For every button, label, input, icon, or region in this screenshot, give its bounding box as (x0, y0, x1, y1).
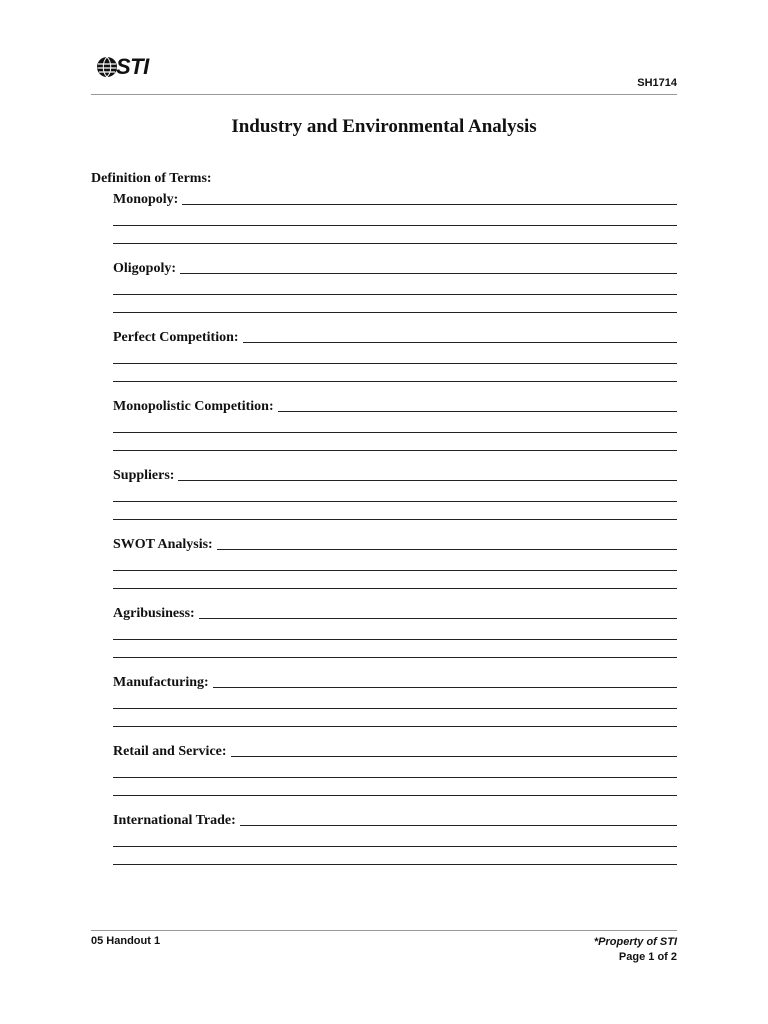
term-label: Retail and Service: (113, 744, 227, 759)
answer-line[interactable] (113, 588, 677, 589)
page-title: Industry and Environmental Analysis (231, 116, 537, 137)
term-label: Agribusiness: (113, 606, 195, 621)
term-label: Suppliers: (113, 468, 175, 483)
term-label: International Trade: (113, 813, 236, 828)
term-monopoly (113, 190, 677, 244)
answer-line[interactable] (113, 501, 677, 502)
answer-line[interactable] (113, 294, 677, 295)
term-label: Monopolistic Competition: (113, 399, 274, 414)
answer-line[interactable] (113, 381, 677, 382)
answer-line[interactable] (113, 846, 677, 847)
answer-line[interactable] (113, 726, 677, 727)
page-number: Page 1 of 2 (618, 951, 677, 963)
term-perfect-competition (113, 328, 677, 382)
term-suppliers (113, 466, 677, 520)
document-code: SH1714 (637, 77, 677, 89)
term-label: Manufacturing: (113, 675, 209, 690)
term-label: Perfect Competition: (113, 330, 239, 345)
answer-line[interactable] (113, 519, 677, 520)
answer-line[interactable] (182, 204, 677, 205)
footer-divider (91, 930, 677, 931)
answer-line[interactable] (113, 225, 677, 226)
term-label: Oligopoly: (113, 261, 177, 276)
answer-line[interactable] (178, 480, 677, 481)
answer-line[interactable] (113, 243, 677, 244)
term-international-trade (113, 811, 677, 865)
footer-right (594, 935, 677, 965)
answer-line[interactable] (113, 312, 677, 313)
answer-line[interactable] (113, 795, 677, 796)
section-label: Definition of Terms: (91, 171, 212, 186)
answer-line[interactable] (240, 825, 677, 826)
answer-line[interactable] (113, 639, 677, 640)
term-monopolistic-competition (113, 397, 677, 451)
answer-line[interactable] (113, 363, 677, 364)
term-retail-and-service (113, 742, 677, 796)
answer-line[interactable] (113, 708, 677, 709)
answer-line[interactable] (113, 864, 677, 865)
term-agribusiness (113, 604, 677, 658)
term-label: Monopoly: (113, 192, 179, 207)
answer-line[interactable] (278, 411, 677, 412)
answer-line[interactable] (243, 342, 677, 343)
globe-icon (96, 56, 118, 78)
answer-line[interactable] (113, 657, 677, 658)
answer-line[interactable] (217, 549, 677, 550)
logo-text: STI (116, 54, 149, 79)
term-swot-analysis (113, 535, 677, 589)
answer-line[interactable] (231, 756, 677, 757)
term-label: SWOT Analysis: (113, 537, 213, 552)
answer-line[interactable] (113, 570, 677, 571)
answer-line[interactable] (113, 450, 677, 451)
answer-line[interactable] (213, 687, 677, 688)
answer-line[interactable] (113, 432, 677, 433)
property-note: *Property of STI (593, 936, 677, 948)
sti-logo (96, 54, 149, 80)
header-divider (91, 94, 677, 95)
term-oligopoly (113, 259, 677, 313)
answer-line[interactable] (113, 777, 677, 778)
handout-number: 05 Handout 1 (91, 935, 161, 947)
answer-line[interactable] (199, 618, 677, 619)
answer-line[interactable] (180, 273, 677, 274)
term-manufacturing (113, 673, 677, 727)
